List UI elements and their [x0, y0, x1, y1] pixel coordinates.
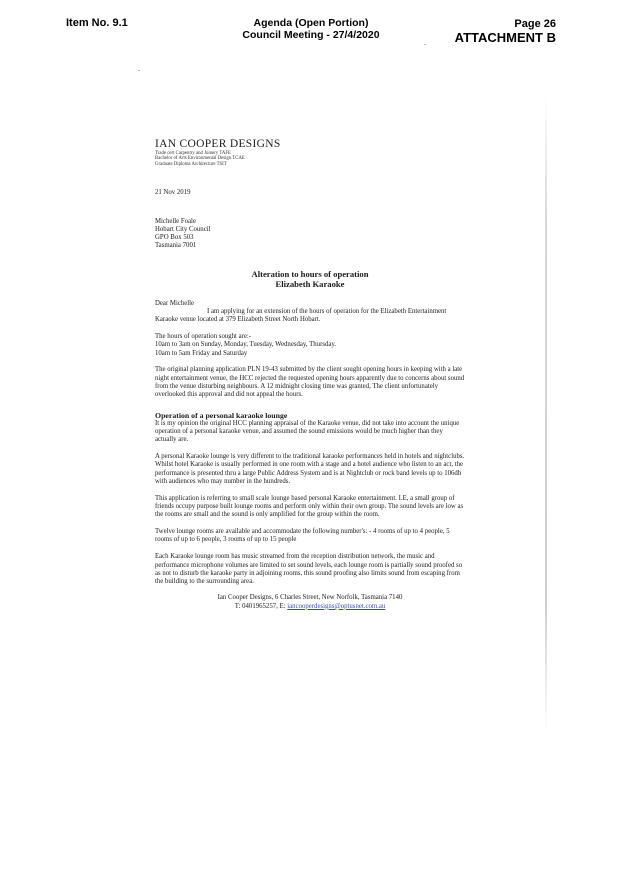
salutation: Dear Michelle	[155, 299, 195, 307]
item-number: Item No. 9.1	[66, 17, 128, 29]
original-application-paragraph: The original planning application PLN 19-43 submitted by the client sought opening hours in keeping with a late night entertainment venue, the HCC rejected the requested opening hours apparently due to concerns about sound from the venue disturbing neighbours. A 12 midnight closing time was granted, The client unfortunately overlooked this approval and did not appeal the hours.	[155, 366, 465, 399]
subject-line: Alteration to hours of operation	[251, 268, 369, 279]
intro-paragraph: I am applying for an extension of the hours of operation for the Elizabeth Entertainment Karaoke venue located at 379 Elizabeth Street North Hobart.	[155, 308, 447, 324]
footer-phone: T: 0401965257, E:	[234, 602, 288, 610]
letter-date: 21 Nov 2019	[155, 189, 191, 197]
letter-footer	[155, 594, 465, 611]
address-line: GPO Box 503	[155, 234, 194, 242]
hours-block	[155, 333, 465, 358]
address-line: Tasmania 7001	[155, 242, 197, 250]
letter-subject	[155, 269, 465, 290]
agenda-label: Agenda (Open Portion)	[253, 17, 369, 29]
scan-speck	[424, 44, 426, 45]
scanned-letter	[155, 138, 465, 611]
credential-line: Bachelor of Arts Environmental Design TCAE	[155, 156, 245, 162]
company-name: IAN COOPER DESIGNS	[155, 138, 281, 150]
body-paragraph: This application is referring to small scale lounge based personal Karaoke entertainment. I.E, a small group of friends occupy purpose built lounge rooms and perform only within their own group. The sound levels are low as the rooms are small and the sound is only amplified for the group within the room.	[155, 494, 464, 519]
agenda-heading	[211, 17, 411, 41]
body-paragraph: Each Karaoke lounge room has music streamed from the reception distribution network, the music and performance microphone volumes are limited to set sound levels, each lounge room is partially sound proofed so as not to disturb the karaoke party in adjoining rooms, this sound proofing also limits sound from escaping from the building to the surrounding area.	[155, 553, 463, 586]
footer-address: Ian Cooper Designs, 6 Charles Street, New Norfolk, Tasmania 7140	[217, 594, 403, 602]
email-link[interactable]: iancooperdesigns@optusnet.com.au	[287, 602, 386, 610]
body-paragraph: It is my opinion the original HCC planning appraisal of the Karaoke venue, did not take into account the unique operation of a personal karaoke venue, and assumed the sound emissions would be much higher than they actually are.	[155, 419, 460, 444]
address-line: Hobart City Council	[155, 225, 211, 233]
body-paragraph: Twelve lounge rooms are available and accommodate the following number's: - 4 rooms of up to 4 people, 5 rooms of up to 6 people, 3 rooms of up to 15 people	[155, 528, 450, 544]
hours-line: 10am to 3am on Sunday, Monday, Tuesday, Wednesday, Thursday.	[155, 341, 337, 349]
footer-contact	[155, 603, 465, 611]
section-heading: Operation of a personal karaoke lounge	[155, 410, 288, 420]
body-paragraph: A personal Karaoke lounge is very different to the traditional karaoke performances held in hotels and nightclubs. Whilst hotel Karaoke is usually performed in one room with a stage and a hotel audience who listen to an act, the performance is presented thru a large Public Address System and is at Nightclub or rock band levels up to 106db with audiences who may number in the hundreds.	[155, 453, 465, 485]
hours-line: 10am to 5am Friday and Saturday	[155, 349, 248, 357]
meeting-label: Council Meeting - 27/4/2020	[242, 29, 380, 41]
scan-speck	[138, 70, 140, 71]
credentials	[155, 151, 465, 167]
hours-line: The hours of operation sought are:-	[155, 333, 252, 341]
subject-line: Elizabeth Karaoke	[275, 279, 345, 290]
address-line: Michelle Foale	[155, 217, 196, 225]
page-attachment	[455, 17, 556, 45]
credential-line: Graduate Diploma Architecture TSIT	[155, 161, 227, 167]
page-number: Page 26	[514, 18, 556, 30]
scan-edge-shadow	[545, 95, 547, 735]
credential-line: Trade cert Carpentry and Joinery TAFE	[155, 151, 231, 156]
recipient-address	[155, 218, 465, 251]
attachment-label: ATTACHMENT B	[454, 30, 556, 45]
